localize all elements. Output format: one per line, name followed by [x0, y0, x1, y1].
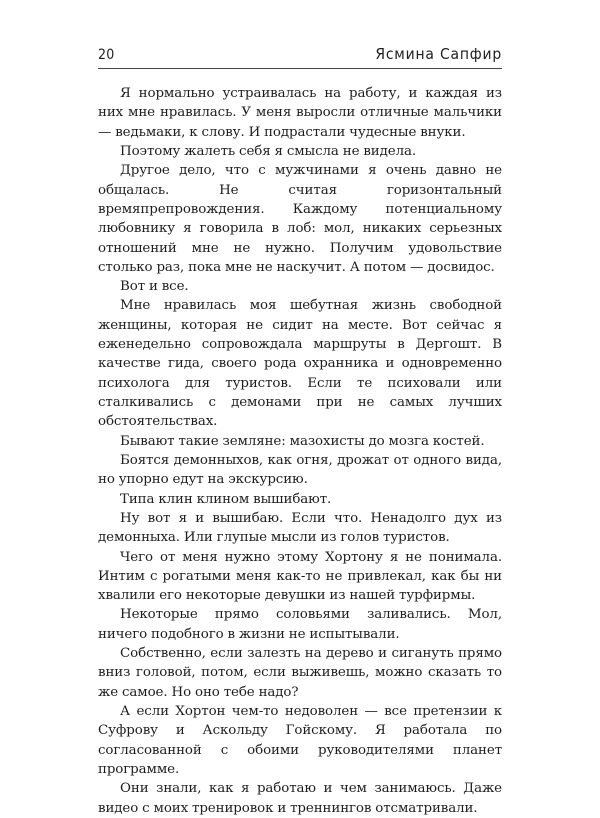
paragraph: Собственно, если залезть на дерево и сигануть прямо вниз головой, потом, если выживешь, можно сказать то же самое. Но оно тебе надо?: [98, 646, 502, 700]
paragraph: Ну вот я и вышибаю. Если что. Ненадолго дух из демонныха. Или глупые мысли из голов туристов.: [98, 510, 502, 546]
page-number: 20: [98, 47, 115, 63]
paragraph: Вот и все.: [120, 279, 189, 295]
paragraph: Поэтому жалеть себя я смысла не видела.: [120, 143, 417, 159]
paragraph: Я нормально устраивалась на работу, и каждая из них мне нравилась. У меня выросли отличные мальчики — ведьмаки, к слову. И подрастали чудесные внуки.: [98, 86, 502, 140]
paragraph: Некоторые прямо соловьями заливались. Мол, ничего подобного в жизни не испытывали.: [98, 607, 502, 642]
paragraph: Другое дело, что с мужчинами я очень давно не общалась. Не считая горизонтальный времяпрепровождения. Каждому потенциальному любовнику я говорила в лоб: мол, никаких серьезных отношений мне не нужно. Получим удовольствие столько раз, пока мне не наскучит. А потом — досвидос.: [98, 163, 502, 275]
body-text: [98, 84, 502, 818]
paragraph: Боятся демонныхов, как огня, дрожат от одного вида, но упорно едут на экскурсию.: [98, 452, 502, 488]
page-header: [98, 47, 502, 69]
paragraph: Бывают такие земляне: мазохисты до мозга костей.: [120, 433, 485, 449]
paragraph: Они знали, как я работаю и чем занимаюсь. Даже видео с моих тренировок и треннингов отсматривали.: [98, 781, 502, 816]
paragraph: Типа клин клином вышибают.: [120, 491, 332, 507]
running-head-author: Ясмина Сапфир: [375, 45, 502, 63]
paragraph: Мне нравилась моя шебутная жизнь свободной женщины, которая не сидит на месте. Вот сейчас я еженедельно сопровождала маршруты в Дергошт. В качестве гида, своего рода охранника и одновременно психолога для туристов. Если те психовали или сталкивались с демонами при не самых лучших обстоятельствах.: [98, 298, 502, 430]
paragraph: Чего от меня нужно этому Хортону я не понимала. Интим с рогатыми меня как-то не привлекал, как бы ни хвалили его некоторые девушки из нашей турфирмы.: [98, 549, 502, 604]
paragraph: А если Хортон чем-то недоволен — все претензии к Суфрову и Аскольду Гойскому. Я работала по согласованной с обоими руководителями планет программе.: [98, 704, 502, 777]
header-rule: [98, 68, 502, 69]
